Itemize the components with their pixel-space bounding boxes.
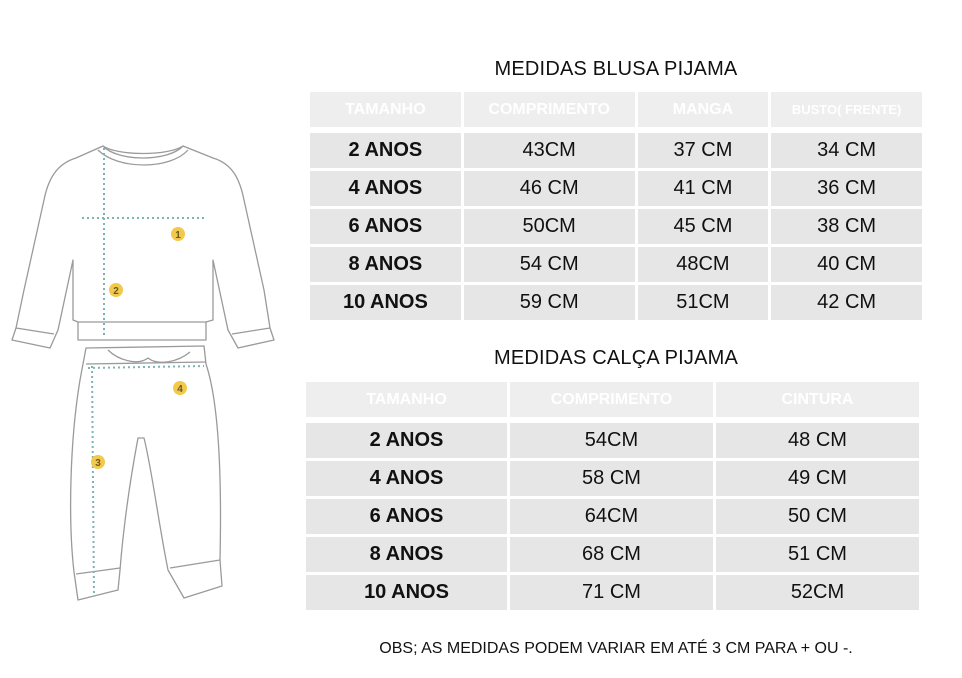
size-cell: 4 ANOS — [306, 461, 507, 496]
value-cell: 45 CM — [638, 209, 769, 244]
svg-text:2: 2 — [113, 286, 119, 297]
value-cell: 54CM — [510, 423, 713, 458]
header-tamanho: TAMANHO — [306, 382, 507, 417]
size-cell: 6 ANOS — [306, 499, 507, 534]
value-cell: 36 CM — [771, 171, 922, 206]
svg-text:3: 3 — [95, 458, 101, 469]
value-cell: 51 CM — [716, 537, 919, 572]
size-cell: 8 ANOS — [310, 247, 461, 282]
table-row — [310, 285, 922, 320]
table-row — [306, 575, 919, 610]
table-row — [306, 537, 919, 572]
table-row — [306, 499, 919, 534]
marker-1-icon — [171, 227, 185, 241]
value-cell: 37 CM — [638, 133, 769, 168]
calca-size-table — [303, 379, 922, 613]
value-cell: 42 CM — [771, 285, 922, 320]
value-cell: 52CM — [716, 575, 919, 610]
table-header-row — [310, 92, 922, 127]
blusa-size-table — [307, 89, 925, 323]
value-cell: 40 CM — [771, 247, 922, 282]
size-cell: 10 ANOS — [310, 285, 461, 320]
value-cell: 71 CM — [510, 575, 713, 610]
value-cell: 59 CM — [464, 285, 635, 320]
value-cell: 50CM — [464, 209, 635, 244]
size-cell: 6 ANOS — [310, 209, 461, 244]
table-row — [310, 171, 922, 206]
value-cell: 48 CM — [716, 423, 919, 458]
header-comprimento: COMPRIMENTO — [464, 92, 635, 127]
size-cell: 2 ANOS — [306, 423, 507, 458]
size-cell: 2 ANOS — [310, 133, 461, 168]
table-row — [306, 423, 919, 458]
value-cell: 50 CM — [716, 499, 919, 534]
header-tamanho: TAMANHO — [310, 92, 461, 127]
pajama-illustration — [8, 140, 278, 610]
header-manga: MANGA — [638, 92, 769, 127]
value-cell: 34 CM — [771, 133, 922, 168]
calca-title: MEDIDAS CALÇA PIJAMA — [493, 347, 739, 369]
header-comprimento: COMPRIMENTO — [510, 382, 713, 417]
svg-text:4: 4 — [177, 384, 183, 395]
value-cell: 38 CM — [771, 209, 922, 244]
shirt-outline — [12, 146, 274, 348]
value-cell: 58 CM — [510, 461, 713, 496]
value-cell: 43CM — [464, 133, 635, 168]
size-cell: 4 ANOS — [310, 171, 461, 206]
table-header-row — [306, 382, 919, 417]
svg-text:1: 1 — [175, 230, 181, 241]
blusa-title: MEDIDAS BLUSA PIJAMA — [494, 58, 738, 80]
table-row — [310, 247, 922, 282]
value-cell: 64CM — [510, 499, 713, 534]
size-cell: 10 ANOS — [306, 575, 507, 610]
table-row — [306, 461, 919, 496]
value-cell: 46 CM — [464, 171, 635, 206]
table-row — [310, 133, 922, 168]
value-cell: 51CM — [638, 285, 769, 320]
marker-4-icon — [173, 381, 187, 395]
note-text: OBS; AS MEDIDAS PODEM VARIAR EM ATÉ 3 CM PARA + OU -. — [379, 640, 853, 657]
value-cell: 48CM — [638, 247, 769, 282]
value-cell: 49 CM — [716, 461, 919, 496]
marker-3-icon — [91, 455, 105, 469]
value-cell: 41 CM — [638, 171, 769, 206]
size-cell: 8 ANOS — [306, 537, 507, 572]
value-cell: 54 CM — [464, 247, 635, 282]
value-cell: 68 CM — [510, 537, 713, 572]
header-busto: BUSTO( FRENTE) — [771, 92, 922, 127]
marker-2-icon — [109, 283, 123, 297]
table-row — [310, 209, 922, 244]
header-cintura: CINTURA — [716, 382, 919, 417]
